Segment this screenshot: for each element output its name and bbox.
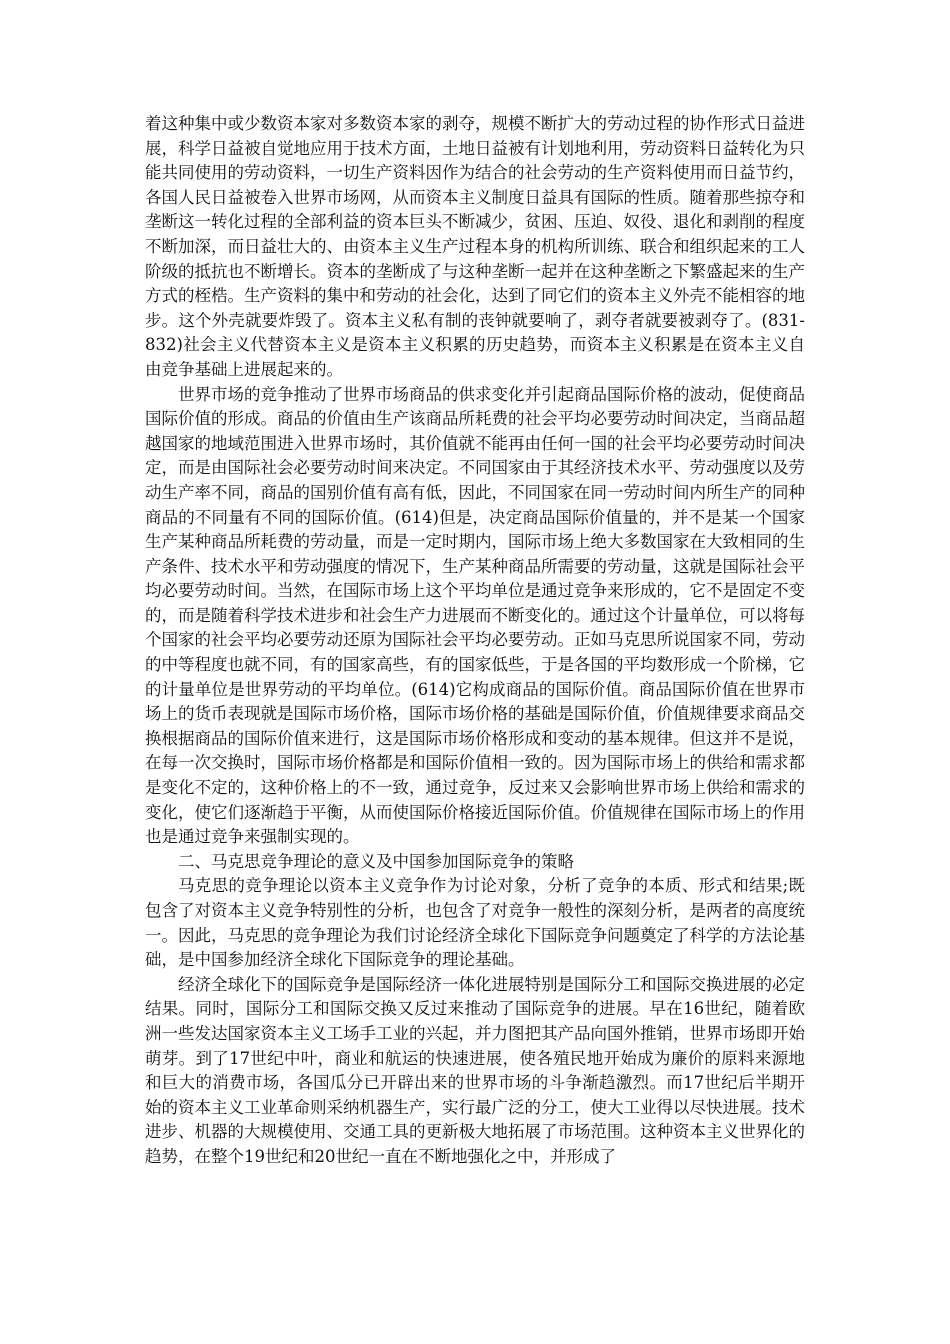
document-body — [145, 112, 805, 1170]
section-heading: 二、马克思竞争理论的意义及中国参加国际竞争的策略 — [178, 851, 574, 871]
paragraph-2: 世界市场的竞争推动了世界市场商品的供求变化并引起商品国际价格的波动，促使商品国际价值的形成。商品的价值由生产该商品所耗费的社会平均必要劳动时间决定，当商品超越国家的地域范围进入世界市场时，其价值就不能再由任何一国的社会平均必要劳动时间决定，而是由国际社会必要劳动时间来决定。不同国家由于其经济技术水平、劳动强度以及劳动生产率不同，商品的国别价值有高有低，因此，不同国家在同一劳动时间内所生产的同种商品的不同量有不同的国际价值。(614)但是，决定商品国际价值量的，并不是某一个国家生产某种商品所耗费的劳动量，而是一定时期内，国际市场上绝大多数国家在大致相同的生产条件、技术水平和劳动强度的情况下，生产某种商品所需要的劳动量，这就是国际社会平均必要劳动时间。当然，在国际市场上这个平均单位是通过竞争来形成的，它不是固定不变的，而是随着科学技术进步和社会生产力进展而不断变化的。通过这个计量单位，可以将每个国家的社会平均必要劳动还原为国际社会平均必要劳动。正如马克思所说国家不同，劳动的中等程度也就不同，有的国家高些，有的国家低些，于是各国的平均数形成一个阶梯，它的计量单位是世界劳动的平均单位。(614)它构成商品的国际价值。商品国际价值在世界市场上的货币表现就是国际市场价格，国际市场价格的基础是国际价值，价值规律要求商品交换根据商品的国际价值来进行，这是国际市场价格形成和变动的基本规律。但这并不是说，在每一次交换时，国际市场价格都是和国际价值相一致的。因为国际市场上的供给和需求都是变化不定的，这种价格上的不一致，通过竞争，反过来又会影响世界市场上供给和需求的变化，使它们逐渐趋于平衡，从而使国际价格接近国际价值。价值规律在国际市场上的作用也是通过竞争来强制实现的。 — [145, 384, 805, 847]
paragraph-4: 经济全球化下的国际竞争是国际经济一体化进展特别是国际分工和国际交换进展的必定结果。同时，国际分工和国际交换又反过来推动了国际竞争的进展。早在16世纪，随着欧洲一些发达国家资本主义工场手工业的兴起，并力图把其产品向国外推销，世界市场即开始萌芽。到了17世纪中叶，商业和航运的快速进展，使各殖民地开始成为廉价的原料来源地和巨大的消费市场，各国瓜分已开辟出来的世界市场的斗争渐趋激烈。而17世纪后半期开始的资本主义工业革命则采纳机器生产，实行最广泛的分工，使大工业得以尽快进展。技术进步、机器的大规模使用、交通工具的更新极大地拓展了市场范围。这种资本主义世界化的趋势，在整个19世纪和20世纪一直在不断地强化之中，并形成了 — [145, 974, 805, 1166]
paragraph-3: 马克思的竞争理论以资本主义竞争作为讨论对象，分析了竞争的本质、形式和结果;既包含了对资本主义竞争特别性的分析，也包含了对竞争一般性的深刻分析，是两者的高度统一。因此，马克思的竞争理论为我们讨论经济全球化下国际竞争问题奠定了科学的方法论基础，是中国参加经济全球化下国际竞争的理论基础。 — [145, 876, 805, 970]
paragraph-1: 着这种集中或少数资本家对多数资本家的剥夺，规模不断扩大的劳动过程的协作形式日益进展，科学日益被自觉地应用于技术方面，土地日益被有计划地利用，劳动资料日益转化为只能共同使用的劳动资料，一切生产资料因作为结合的社会劳动的生产资料使用而日益节约，各国人民日益被卷入世界市场网，从而资本主义制度日益具有国际的性质。随着那些掠夺和垄断这一转化过程的全部利益的资本巨头不断减少，贫困、压迫、奴役、退化和剥削的程度不断加深，而日益壮大的、由资本主义生产过程本身的机构所训练、联合和组织起来的工人阶级的抵抗也不断增长。资本的垄断成了与这种垄断一起并在这种垄断之下繁盛起来的生产方式的桎梏。生产资料的集中和劳动的社会化，达到了同它们的资本主义外壳不能相容的地步。这个外壳就要炸毁了。资本主义私有制的丧钟就要响了，剥夺者就要被剥夺了。(831-832)社会主义代替资本主义是资本主义积累的历史趋势，而资本主义积累是在资本主义自由竞争基础上进展起来的。 — [145, 114, 805, 379]
